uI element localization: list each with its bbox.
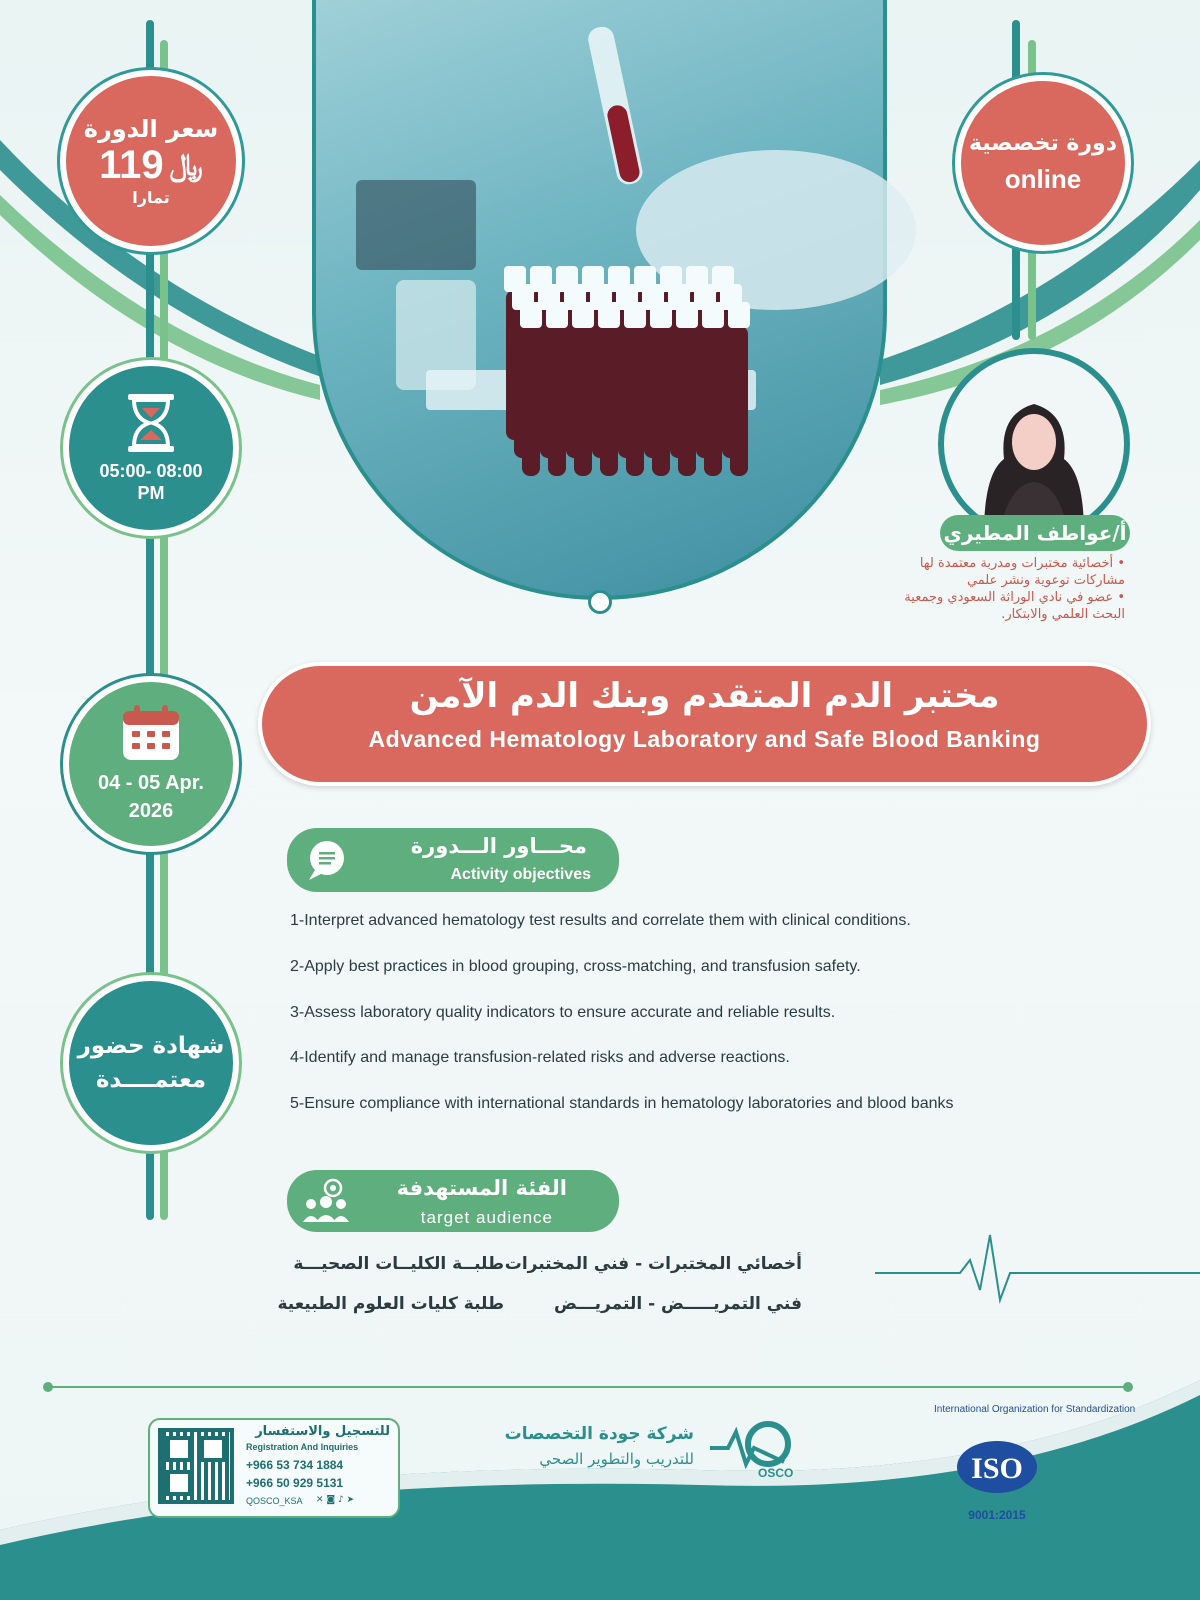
photo-anchor-dot bbox=[588, 590, 612, 614]
riyal-icon: ﷼ bbox=[169, 148, 203, 183]
objective-item: 3-Assess laboratory quality indicators to ensure accurate and reliable results. bbox=[290, 1004, 836, 1021]
test-tube bbox=[574, 326, 592, 476]
audience-item: أخصائي المختبرات - فني المختبرات bbox=[504, 1254, 802, 1274]
phone-number[interactable]: +966 53 734 1884 bbox=[246, 1458, 344, 1472]
time-text: 05:00- 08:00 PM bbox=[99, 461, 203, 503]
lab-photo bbox=[312, 0, 887, 600]
objectives-header bbox=[287, 828, 619, 892]
course-type-label: دورة تخصصية bbox=[968, 131, 1118, 156]
tube-cap bbox=[598, 302, 620, 328]
social-handle[interactable]: QOSCO_KSA bbox=[246, 1496, 303, 1506]
test-tube bbox=[626, 326, 644, 476]
tamara-logo: تمارا bbox=[132, 188, 170, 207]
audience-title-en: target audience bbox=[420, 1208, 553, 1227]
tube-cap bbox=[702, 302, 724, 328]
objectives-title-en: Activity objectives bbox=[450, 866, 591, 883]
audience-item: فني التمريـــــض - التمريـــض bbox=[554, 1294, 802, 1314]
hourglass-icon bbox=[124, 392, 178, 454]
objectives-title-ar: محـــاور الـــدورة bbox=[410, 834, 587, 858]
social-icons: ✕ ◙ ♪ ➤ bbox=[316, 1495, 355, 1505]
title-banner bbox=[258, 662, 1151, 786]
audience-title-ar: الفئة المستهدفة bbox=[396, 1176, 567, 1200]
test-tube bbox=[652, 326, 670, 476]
test-tubes-illustration bbox=[316, 0, 891, 600]
title-english: Advanced Hematology Laboratory and Safe Blood Banking bbox=[368, 726, 1041, 752]
target-group-icon bbox=[301, 1178, 351, 1224]
instructor-name: أ/عواطف المطيري bbox=[940, 515, 1130, 551]
qosco-logo-text: OSCO bbox=[758, 1466, 794, 1480]
iso-badge bbox=[934, 1404, 1136, 1522]
instructor-bio bbox=[880, 555, 1125, 623]
phone-number[interactable]: +966 50 929 5131 bbox=[246, 1476, 344, 1490]
course-type-badge bbox=[955, 75, 1131, 251]
hijab-avatar-icon bbox=[944, 354, 1124, 534]
audience-header bbox=[287, 1170, 619, 1232]
date-text: 04 - 05 Apr. 2026 bbox=[98, 772, 204, 822]
objective-item: 5-Ensure compliance with international standards in hematology laboratories and blood banks bbox=[290, 1095, 954, 1112]
tube-cap bbox=[650, 302, 672, 328]
iso-logo-icon bbox=[934, 1404, 1136, 1504]
qr-code[interactable] bbox=[158, 1428, 234, 1504]
bio-item: • عضو في نادي الوراثة السعودي وجمعية البحث العلمي والابتكار. bbox=[904, 590, 1125, 622]
price-title: سعر الدورة bbox=[83, 115, 219, 143]
iso-text: ISO bbox=[971, 1452, 1023, 1485]
registration-title: للتسجيل والاستفسار bbox=[255, 1424, 390, 1439]
certificate-line1: شهادة حضور bbox=[77, 1033, 225, 1059]
date-badge bbox=[63, 676, 239, 852]
chat-bubbles-icon bbox=[301, 838, 347, 882]
price-badge bbox=[60, 70, 242, 252]
test-tube bbox=[548, 326, 566, 476]
instructor-avatar bbox=[938, 348, 1130, 540]
objective-item: 4-Identify and manage transfusion-related risks and adverse reactions. bbox=[290, 1049, 790, 1066]
tube-cap bbox=[676, 302, 698, 328]
company-name: شركة جودة التخصصات bbox=[504, 1424, 694, 1444]
certificate-badge bbox=[63, 975, 239, 1151]
test-tube bbox=[600, 326, 618, 476]
tube-cap bbox=[572, 302, 594, 328]
audience-item: طلبة كليات العلوم الطبيعية bbox=[277, 1294, 504, 1314]
test-tube bbox=[704, 326, 722, 476]
objective-item: 2-Apply best practices in blood grouping, cross-matching, and transfusion safety. bbox=[290, 958, 861, 975]
tube-cap bbox=[520, 302, 542, 328]
certificate-line2: معتمــــدة bbox=[95, 1067, 207, 1093]
bio-item: • أخصائية مختبرات ومدربة معتمدة لها مشاركات توعوية ونشر علمي bbox=[919, 556, 1125, 588]
iso-ring-text: International Organization for Standardization bbox=[934, 1404, 1136, 1415]
registration-subtitle: Registration And Inquiries bbox=[246, 1442, 359, 1452]
test-tube bbox=[678, 326, 696, 476]
objective-item: 1-Interpret advanced hematology test results and correlate them with clinical conditions. bbox=[290, 912, 911, 929]
course-mode-label: online bbox=[1004, 164, 1082, 194]
tube-cap bbox=[728, 302, 750, 328]
title-arabic: مختبر الدم المتقدم وبنك الدم الآمن bbox=[409, 676, 1000, 716]
time-badge bbox=[63, 360, 239, 536]
iso-standard: 9001:2015 bbox=[968, 1508, 1026, 1522]
test-tube bbox=[730, 326, 748, 476]
company-tagline: للتدريب والتطوير الصحي bbox=[539, 1450, 694, 1468]
test-tube bbox=[522, 326, 540, 476]
audience-item: طلبــة الكليــات الصحيـــة bbox=[293, 1254, 504, 1274]
price-amount: 119 bbox=[99, 143, 164, 187]
registration-box bbox=[148, 1418, 400, 1518]
tube-cap bbox=[624, 302, 646, 328]
calendar-icon bbox=[120, 703, 182, 763]
tube-cap bbox=[546, 302, 568, 328]
